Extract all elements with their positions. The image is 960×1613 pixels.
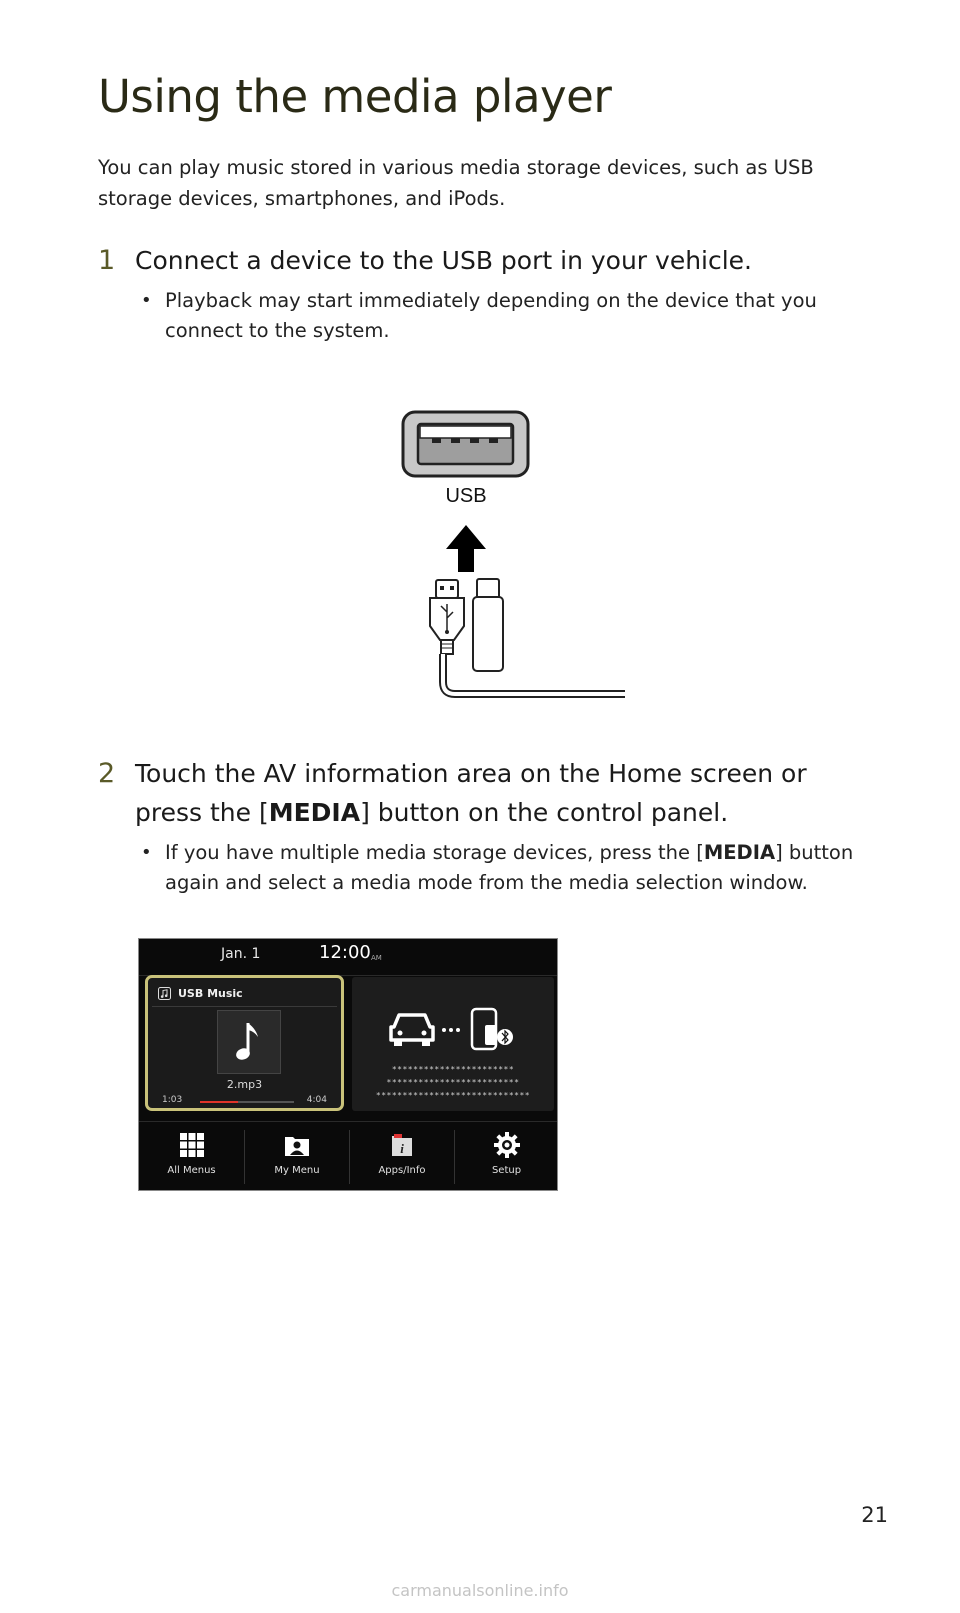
grid-icon [179, 1132, 205, 1158]
info-folder-icon [389, 1132, 415, 1158]
svg-text:i: i [400, 1141, 404, 1156]
date-text: Jan. 1 [221, 946, 261, 962]
clock-text: 12:00 [319, 942, 371, 963]
arrow-up-icon [446, 525, 486, 572]
step-1-text: Connect a device to the USB port in your vehicle. [135, 246, 753, 275]
step-2-text-b: ] button on the control panel. [360, 798, 729, 827]
page-title: Using the media player [98, 70, 612, 123]
track-title: 2.mp3 [226, 1078, 263, 1091]
menu-my-menu[interactable] [245, 1122, 349, 1192]
step-1-bullet: • Playback may start immediately depending on the device that you connect to the system. [98, 286, 858, 346]
watermark[interactable]: carmanualsonline.info [391, 1581, 569, 1600]
usb-flash-drive-icon [473, 579, 503, 671]
home-menu-bar [139, 1121, 557, 1192]
intro-paragraph: You can play music stored in various media storage devices, such as USB storage devices, smartphones, and iPods. [98, 156, 814, 210]
step-2-heading [98, 754, 858, 832]
ampm-text: AM [371, 954, 382, 962]
masked-text-line-1: *********************** [391, 1065, 515, 1074]
progress-fill [200, 1101, 238, 1103]
total-time: 4:04 [306, 1095, 327, 1105]
media-source-label: USB Music [178, 987, 243, 1000]
menu-setup[interactable] [455, 1122, 558, 1192]
progress-bar [200, 1101, 294, 1103]
home-screen [138, 938, 558, 1191]
page-number: 21 [861, 1503, 888, 1527]
usb-port-icon [403, 412, 528, 476]
car-icon [391, 1015, 433, 1046]
step-2 [98, 754, 858, 898]
album-art [217, 1010, 281, 1074]
step-2-bullet-a: If you have multiple media storage devices, press the [ [165, 841, 704, 864]
menu-my-menu-label: My Menu [274, 1165, 320, 1176]
person-folder-icon [284, 1132, 310, 1158]
av-information-area[interactable] [145, 975, 344, 1111]
menu-all-menus[interactable] [139, 1122, 244, 1192]
step-1 [98, 241, 858, 346]
step-2-bullet [98, 838, 858, 898]
media-key-label-2: MEDIA [703, 841, 776, 864]
step-1-number: 1 [98, 245, 116, 276]
usb-cable-icon [430, 580, 625, 694]
menu-setup-label: Setup [491, 1165, 522, 1176]
phone-icon [472, 1009, 497, 1049]
music-note-icon [218, 1011, 280, 1073]
menu-apps-info-label: Apps/Info [378, 1165, 426, 1176]
gear-icon [494, 1132, 520, 1158]
status-bar [139, 939, 557, 976]
elapsed-time: 1:03 [162, 1095, 183, 1105]
dots-icon [442, 1028, 460, 1032]
step-2-text-a: Touch the AV information area on the Home screen or press the [ [135, 759, 807, 827]
usb-connection-illustration [380, 400, 640, 710]
masked-text-line-2: ************************* [386, 1078, 520, 1087]
usb-label: USB [445, 485, 487, 507]
step-2-number: 2 [98, 758, 116, 789]
media-key-label: MEDIA [268, 798, 361, 827]
phone-connection-widget[interactable] [352, 977, 554, 1111]
music-file-icon [158, 987, 171, 1000]
step-1-heading [98, 241, 858, 280]
bluetooth-icon [497, 1029, 513, 1045]
menu-all-menus-label: All Menus [167, 1165, 216, 1176]
masked-text-line-3: ***************************** [375, 1091, 531, 1100]
media-widget-header [152, 982, 337, 1007]
step-2-bullet-b: ] button again and select a media mode from the media selection window. [165, 841, 854, 894]
menu-apps-info[interactable] [350, 1122, 454, 1192]
